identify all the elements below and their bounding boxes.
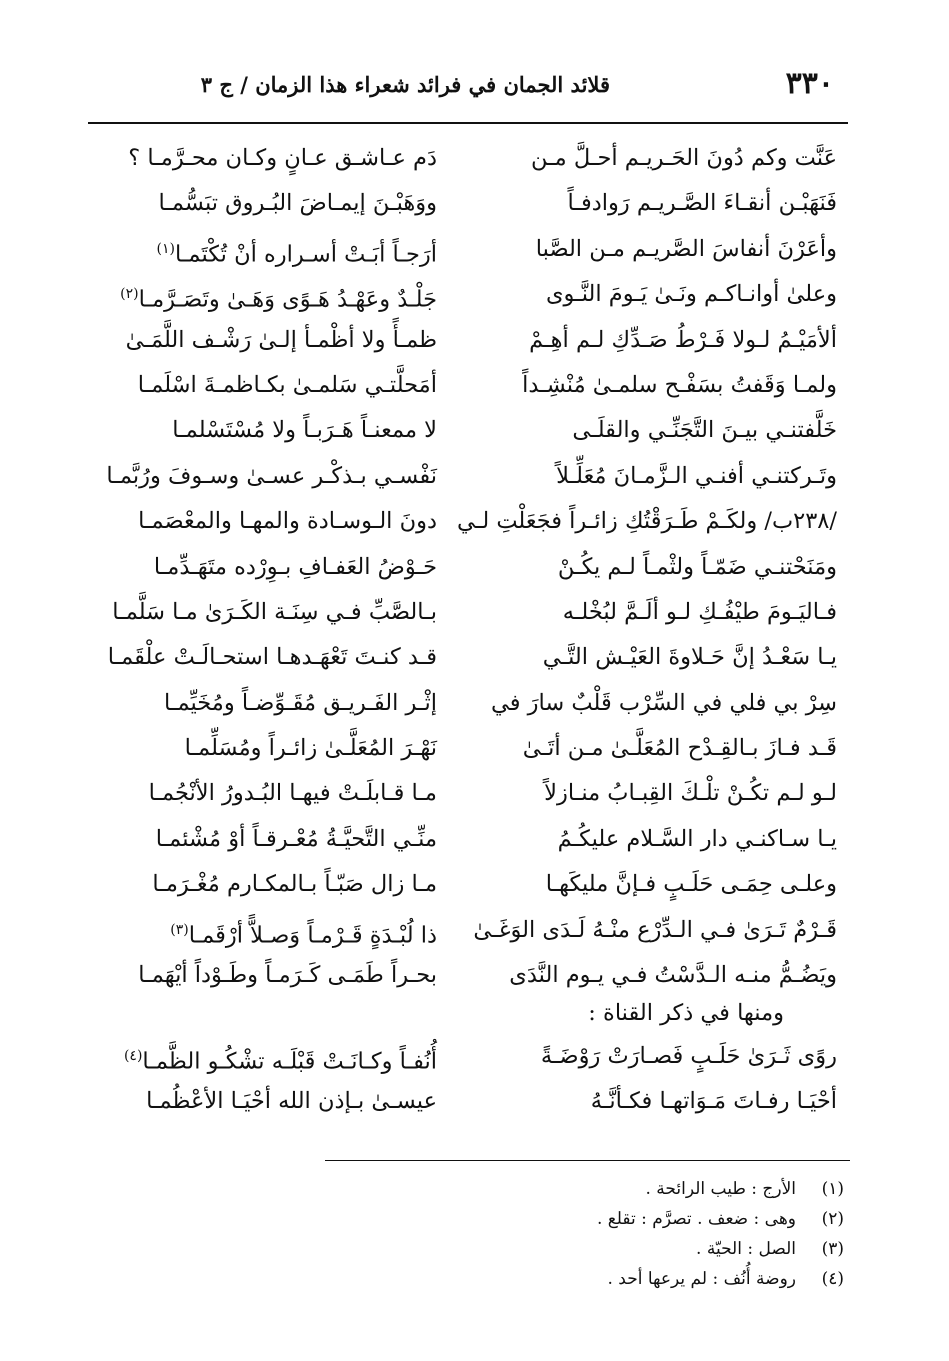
verse-line: ولمـا وَقَفتُ بسَفْـح سلمـىٰ مُنْشِـداً	[522, 371, 837, 398]
footnote-number: (٣)	[821, 1239, 844, 1259]
verse-line: حَـوْضُ العَفـافِ بـوِرْده متَهَـدِّمـا	[153, 553, 437, 580]
verse-line: ظمـأً ولا أظْمـأ إلـىٰ رَشْـف اللَّمَـىٰ	[125, 326, 437, 353]
verse-line: مـا زال صَبّـاً بـالمكـارم مُغْـرَمـا	[152, 871, 437, 898]
footnote-text: وهى : ضعف . تصرَّم : تقلع .	[596, 1209, 796, 1229]
verse-line: بـالصَّبِّ فـي سِنَـة الكَـرَىٰ مـا سَلَّمـا	[112, 598, 437, 625]
poem-left-column	[17, 136, 437, 998]
verse-line: ووَهَبْـنَ إيمـاضَ البُـروق تبَسُّمـا	[158, 190, 437, 217]
verse-line: قَـد فـازَ بـالقِـدْح المُعَلَّـىٰ مـن أتَـىٰ	[522, 735, 837, 762]
footnote-marker: (١)	[156, 240, 175, 257]
verse-line: أمَحلَّتـي سَلمـىٰ بكـاظمـةَ اسْلَمـا	[137, 371, 437, 398]
verse-line: ألأمَيْـمُ لـولا فَـرْطُ صَـدِّكِ لـم أهِـمْ	[529, 326, 837, 353]
verse-line: لـو لـم تكُـنْ تلْـكَ القِبـابُ منـازلاً	[544, 780, 837, 807]
verse-line: /٢٣٨ب/ ولكَـمْ طَـرَقْتُكِ زائـراً فجَعَلْتِ لـي	[456, 508, 837, 535]
footnote-marker: (٤)	[123, 1048, 143, 1064]
verse-line: دَم عـاشـق عـانٍ وكـان محـرَّمـا ؟	[128, 145, 437, 171]
verse-line: وعلىٰ أوانـاكـم ونَـىٰ يَـومَ النَّـوى	[545, 281, 837, 308]
verse-line: فَنَهَبْـن أنقـاءَ الصَّـريـم رَوادفـاً	[567, 190, 837, 217]
verse-line: وعلـى حِمَـى حَلَـبٍ فـإنَّ مليكَهـا	[545, 871, 837, 898]
verse-line: يـا سَعْـدُ إنَّ حَـلاوةَ العَيْـش التَّـي	[542, 644, 837, 671]
verse-line	[17, 227, 437, 272]
footnote-number: (٢)	[821, 1209, 844, 1229]
footnote-text: روضة أُنُف : لم يرعها أحد .	[607, 1269, 796, 1289]
verse-text: أرَجـاً أبَـتْ أسـراره أنْ تُكْتَمـا	[174, 241, 437, 268]
verse-line	[17, 1034, 437, 1079]
verse-line: عَنَّت وكم دُونَ الحَـريـم أحـلَّ مـن	[530, 145, 837, 171]
verse-line: نَفْسـي بـذكْـر عسـىٰ وسـوفَ ورُبَّمـا	[106, 462, 437, 489]
verse-text: أُنُفـاً وكـانَـتْ قَبْلَـه تشْكُـو الظَّمـا	[142, 1048, 437, 1075]
verse-line: أحْيَـا رفـاتَ مَـوَاتهـا فكـأنَّـهُ	[590, 1088, 837, 1115]
footnote	[324, 1264, 844, 1294]
verse-line: بحـراً طَمَـى كَـرَمـاً وطَـوْداً أيْهَمـا	[138, 962, 437, 989]
footnote-number: (١)	[821, 1179, 844, 1199]
footnote-divider	[325, 1160, 850, 1161]
verse-line: منِّـي التَّحيَّـةُ مُعْـرقـاً أوْ مُشْئمـا	[155, 825, 437, 852]
section-subheading: ومنها في ذكر القناة :	[588, 1000, 784, 1026]
poem-right-column	[456, 136, 837, 998]
verse-line: روًى ثَـرَىٰ حَلَـبٍ فَصـارَتْ رَوْضَـةً	[540, 1043, 837, 1069]
verse-line: وأعَرْنَ أنفاسَ الصَّريـم مـن الصَّبا	[535, 235, 837, 262]
verse-line: ومَنَحْتنـي ضَمّـاً ولثْمـاً لـم يكُـنْ	[557, 553, 837, 580]
footnote	[324, 1204, 844, 1234]
footnote-number: (٤)	[821, 1269, 844, 1289]
verse-line: لا ممعنـاً هَـرَبـاً ولا مُسْتَسْلمـا	[172, 417, 437, 444]
qanat-right-column	[497, 1034, 837, 1125]
page-number: ٣٣٠	[785, 66, 834, 101]
verse-line	[17, 908, 437, 953]
verse-line: قَـرْمٌ تَـرَىٰ فـي الـدِّرْع منْـهُ لَـدَى الوَغَـىٰ	[473, 916, 837, 943]
verse-text: جَلْـدٌ وعَهْـدُ هَـوًى وَهَـىٰ وتَصَـرَّمـا	[138, 286, 437, 313]
footnotes	[324, 1174, 844, 1294]
verse-line: خَلَّفتنـي بيـنَ التَّجَنِّـي والقلَـى	[572, 417, 837, 444]
footnote-text: الأرج : طيب الرائحة .	[645, 1179, 796, 1199]
verse-line: وتَـركتنـي أفنـي الـزَّمـانَ مُعَلِّـلاً	[556, 462, 837, 489]
verse-line: عيسـىٰ بـإذن الله أحْيَـا الأعْظُمـا	[146, 1088, 437, 1115]
qanat-left-column	[17, 1034, 437, 1125]
verse-line: إثْـر الفَـريـق مُقَـوِّضـاً ومُخَيِّمـا	[164, 689, 437, 716]
verse-line: نَهْـرَ المُعَلَّـىٰ زائـراً ومُسَلِّمـا	[184, 735, 437, 762]
running-title: قلائد الجمان في فرائد شعراء هذا الزمان / ج ٣	[200, 72, 610, 97]
verse-text: ذا لُبْـدَةٍ قَـرْمـاً وَصـلاًّ أرْقَمـا	[188, 922, 437, 949]
verse-line: سِرْ بي فلي في السِّرْب قَلْبٌ سارَ في	[491, 689, 837, 716]
footnote	[324, 1174, 844, 1204]
verse-line: فـاليَـومَ طيْفُـكِ لـو ألَـمَّ لبُخْلـه	[562, 598, 837, 625]
verse-line: ويَضُـمُّ منـه الـدَّسْتُ فـي يـوم النَّدَى	[509, 962, 837, 989]
verse-line: مـا قـابلَـتْ فيهـا البُـدورُ الأنْجُمـا	[148, 780, 437, 807]
header-divider	[88, 122, 848, 124]
verse-line: دونَ الـوسـادة والمهـا والمعْصَمـا	[138, 508, 437, 535]
footnote-text: الصل : الحيّة .	[696, 1239, 796, 1259]
footnote-marker: (٣)	[170, 921, 189, 938]
footnote	[324, 1234, 844, 1264]
verse-line	[17, 272, 437, 317]
verse-line: قـد كنـتَ تَعْهَـدهـا استحـالَـتْ علْقَمـا	[107, 644, 437, 671]
verse-line: يـا سـاكنـي دار السَّـلام عليكُـمُ	[557, 825, 837, 852]
footnote-marker: (٢)	[120, 286, 139, 303]
